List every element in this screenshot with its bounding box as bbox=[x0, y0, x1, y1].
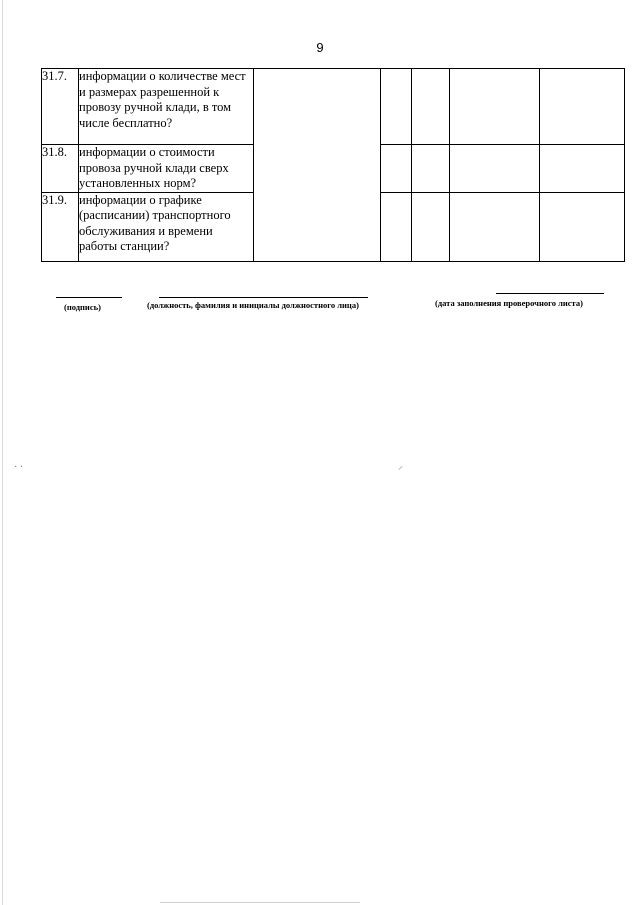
note-cell bbox=[540, 69, 625, 145]
answer-na-cell bbox=[450, 145, 540, 193]
scan-speck: ⸝ bbox=[398, 461, 403, 472]
answer-na-cell bbox=[450, 192, 540, 261]
page-number: 9 bbox=[316, 40, 324, 55]
date-line bbox=[496, 293, 604, 294]
checklist-table bbox=[41, 68, 625, 262]
position-name-caption: (должность, фамилия и инициалы должностного лица) bbox=[147, 300, 359, 310]
merged-requirements-cell bbox=[254, 69, 381, 262]
table-row bbox=[42, 69, 625, 145]
note-cell bbox=[540, 145, 625, 193]
item-number: 31.8. bbox=[42, 145, 79, 193]
item-question: информации о количестве мест и размерах разрешенной к провозу ручной клади, в том числе бесплатно? bbox=[79, 69, 254, 145]
signature-caption: (подпись) bbox=[64, 302, 101, 312]
item-question: информации о графике (расписании) транспортного обслуживания и времени работы станции? bbox=[79, 192, 254, 261]
page-edge bbox=[2, 0, 3, 905]
page-edge-bottom bbox=[160, 902, 360, 903]
answer-yes-cell bbox=[381, 69, 412, 145]
item-question: информации о стоимости провоза ручной клади сверх установленных норм? bbox=[79, 145, 254, 193]
answer-no-cell bbox=[412, 192, 450, 261]
answer-no-cell bbox=[412, 145, 450, 193]
item-number: 31.9. bbox=[42, 192, 79, 261]
answer-yes-cell bbox=[381, 145, 412, 193]
answer-na-cell bbox=[450, 69, 540, 145]
signature-line bbox=[56, 297, 122, 298]
date-caption: (дата заполнения проверочного листа) bbox=[435, 298, 583, 308]
note-cell bbox=[540, 192, 625, 261]
answer-yes-cell bbox=[381, 192, 412, 261]
item-number: 31.7. bbox=[42, 69, 79, 145]
answer-no-cell bbox=[412, 69, 450, 145]
scan-speck: · · bbox=[14, 462, 24, 473]
position-name-line bbox=[159, 297, 368, 298]
